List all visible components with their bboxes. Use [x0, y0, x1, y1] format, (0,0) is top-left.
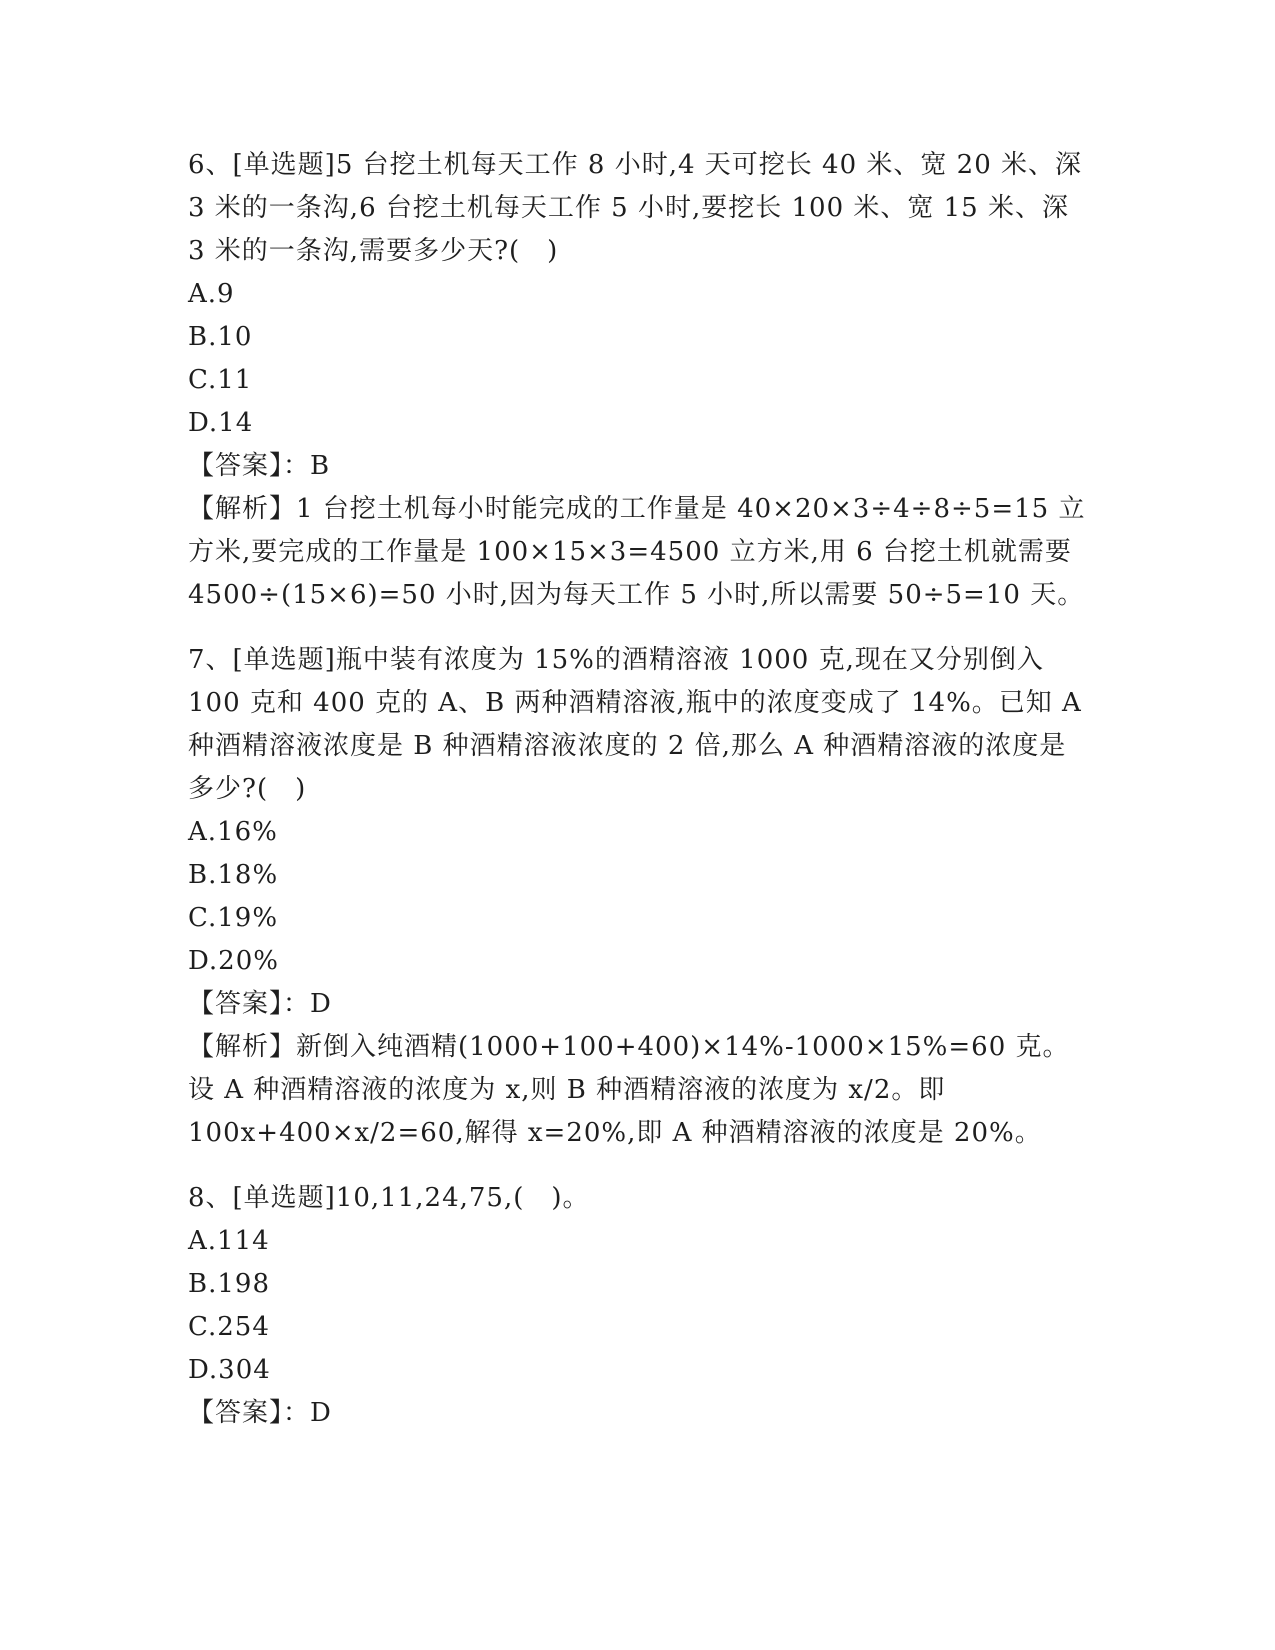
question-6: [188, 144, 1088, 617]
option-c: C.19%: [188, 903, 279, 933]
option-c: C.254: [188, 1312, 270, 1342]
option-c: C.11: [188, 365, 253, 395]
option-b: B.198: [188, 1269, 270, 1299]
option-b: B.10: [188, 322, 253, 352]
answer-line: 【答案】：B: [188, 451, 331, 481]
analysis-text: 【解析】新倒入纯酒精(1000+100+400)×14%-1000×15%=60 克。设 A 种酒精溶液的浓度为 x,则 B 种酒精溶液的浓度为 x/2。即 100x+400×x/2=60,解得 x=20%,即 A 种酒精溶液的浓度是 20%。: [188, 1032, 1070, 1148]
option-a: A.16%: [188, 817, 278, 847]
question-8: [188, 1177, 1088, 1435]
question-7: [188, 639, 1088, 1155]
option-b: B.18%: [188, 860, 279, 890]
analysis-text: 【解析】1 台挖土机每小时能完成的工作量是 40×20×3÷4÷8÷5=15 立方米,要完成的工作量是 100×15×3=4500 立方米,用 6 台挖土机就需要 4500÷(15×6)=50 小时,因为每天工作 5 小时,所以需要 50÷5=10 天。: [188, 494, 1086, 610]
document-page: [188, 144, 1088, 1457]
question-stem: 8、[单选题]10,11,24,75,( )。: [188, 1183, 590, 1213]
answer-line: 【答案】：D: [188, 989, 332, 1019]
option-d: D.304: [188, 1355, 271, 1385]
question-stem: 6、[单选题]5 台挖土机每天工作 8 小时,4 天可挖长 40 米、宽 20 米、深 3 米的一条沟,6 台挖土机每天工作 5 小时,要挖长 100 米、宽 15 米、深 3 米的一条沟,需要多少天?( ): [188, 150, 1083, 266]
option-a: A.114: [188, 1226, 270, 1256]
option-d: D.14: [188, 408, 254, 438]
answer-line: 【答案】：D: [188, 1398, 332, 1428]
option-a: A.9: [188, 279, 235, 309]
option-d: D.20%: [188, 946, 279, 976]
question-stem: 7、[单选题]瓶中装有浓度为 15%的酒精溶液 1000 克,现在又分别倒入 100 克和 400 克的 A、B 两种酒精溶液,瓶中的浓度变成了 14%。已知 A 种酒精溶液浓度是 B 种酒精溶液浓度的 2 倍,那么 A 种酒精溶液的浓度是多少?( ): [188, 645, 1082, 804]
